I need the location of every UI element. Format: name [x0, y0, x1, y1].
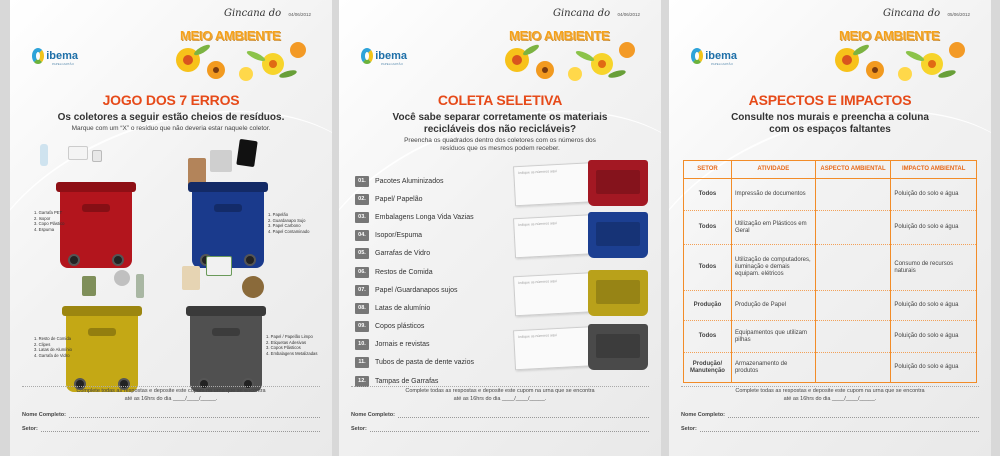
banner-big: MEIO AMBIENTE	[180, 28, 281, 43]
item-number: 11.	[355, 357, 369, 368]
list-item: 1. Garrafa PET	[34, 210, 63, 215]
list-item: 4. Papel Contaminado	[268, 229, 310, 235]
cell-atividade: Produção de Papel	[731, 291, 815, 321]
bin-handle	[214, 204, 242, 212]
cell-setor: Todos	[684, 321, 732, 353]
gray-bin	[588, 324, 648, 370]
banner-small: Gincana do	[224, 8, 282, 19]
red-bin	[60, 188, 132, 268]
cell-aspecto-input[interactable]	[815, 245, 891, 291]
cell-setor: Produção/ Manutenção	[684, 353, 732, 383]
list-item	[355, 281, 505, 299]
cell-atividade: Armazenamento de produtos	[731, 353, 815, 383]
table-row	[684, 245, 977, 291]
list-item: 3. Copo Plástico	[34, 221, 65, 227]
paper-note: Indique os números aqui	[518, 221, 557, 228]
page-title: COLETA SELETIVA	[437, 92, 563, 108]
sheet-aspectos-e-impactos	[669, 0, 991, 456]
page-title: ASPECTOS E IMPACTOS	[748, 92, 912, 108]
name-field[interactable]	[22, 412, 320, 418]
gincana-banner	[168, 2, 313, 82]
item-number: 07.	[355, 285, 369, 296]
wheel-icon	[244, 254, 256, 266]
bin-handle	[88, 328, 116, 336]
item-number: 02.	[355, 194, 369, 205]
logo-text: ibema	[375, 49, 407, 62]
ibema-logo	[32, 38, 78, 74]
page-subtitle: Você sabe separar corretamente os materiais recicláveis dos não recicláveis?	[392, 112, 608, 135]
can-icon	[114, 270, 130, 286]
labels-icon	[206, 256, 232, 276]
sector-label: Setor:	[22, 425, 38, 432]
item-label: Isopor/Espuma	[375, 232, 423, 240]
date: 04/06/2012	[617, 12, 640, 17]
bin-lid	[186, 306, 266, 316]
bin-lid	[62, 306, 142, 316]
waste-list	[355, 172, 505, 390]
cell-aspecto-input[interactable]	[815, 353, 891, 383]
cell-setor: Produção	[684, 291, 732, 321]
pet-bottle-icon	[40, 144, 48, 166]
table-row	[684, 291, 977, 321]
name-line[interactable]	[69, 413, 320, 418]
food-waste-icon	[82, 276, 96, 296]
blue-bin-items	[268, 212, 309, 235]
name-label: Nome Completo:	[22, 411, 66, 418]
gray-bin	[190, 312, 262, 392]
cell-aspecto-input[interactable]	[815, 291, 891, 321]
item-label: Jornais e revistas	[375, 341, 430, 349]
item-number: 06.	[355, 267, 369, 278]
yellow-bin	[588, 270, 648, 316]
item-label: Embalagens Longa Vida Vazias	[375, 213, 474, 221]
list-item	[355, 172, 505, 190]
instruction: Marque com um “X” o resíduo que não deveria estar naquele coletor.	[71, 125, 271, 132]
metallic-package-icon	[242, 276, 264, 298]
cell-impacto: Poluição do solo e água	[891, 211, 977, 245]
item-label: Garrafas de Vidro	[375, 250, 431, 258]
sheet-jogo-dos-7-erros	[10, 0, 332, 456]
list-item: 1. Resto de Comida	[34, 336, 72, 341]
list-item	[355, 208, 505, 226]
list-item: 3. Papel Carbono	[268, 223, 301, 229]
banner-big: MEIO AMBIENTE	[509, 28, 610, 43]
item-number: 10.	[355, 339, 369, 350]
plastic-cup-icon	[92, 150, 102, 162]
footer-text: Complete todas as respostas e deposite este cupom na urna que se encontra	[735, 388, 925, 394]
list-item: 2. Etiquetas Adesivas	[266, 339, 307, 345]
list-item: 2. Clipes	[34, 341, 51, 347]
footer-deadline: até as 16hrs do dia ____/____/_____.	[124, 396, 218, 403]
banner-big: MEIO AMBIENTE	[839, 28, 940, 43]
date: 05/06/2012	[947, 12, 970, 17]
yellow-bin	[66, 312, 138, 392]
sector-label: Setor:	[351, 425, 367, 432]
bin-answer-blue	[514, 212, 652, 260]
bin-handle	[82, 204, 110, 212]
sector-field[interactable]	[681, 426, 979, 432]
item-label: Copos plásticos	[375, 323, 425, 331]
cell-atividade: Equipamentos que utilizam pilhas	[731, 321, 815, 353]
item-number: 03.	[355, 212, 369, 223]
footer-deadline: até as 16hrs do dia ____/____/_____.	[783, 396, 877, 403]
logo-subtext: PAPELCARTÃO	[381, 62, 403, 66]
cell-aspecto-input[interactable]	[815, 179, 891, 211]
item-label: Papel/ Papelão	[375, 195, 423, 203]
item-number: 08.	[355, 303, 369, 314]
coupon-footer	[22, 382, 320, 432]
wheel-icon	[112, 254, 124, 266]
item-number: 01.	[355, 176, 369, 187]
list-item: 4. Embalagens Metalizadas	[266, 351, 318, 357]
table-row	[684, 321, 977, 353]
date: 04/06/2012	[288, 12, 311, 17]
bin-answer-gray	[514, 324, 652, 372]
napkin-icon	[210, 150, 232, 172]
cell-atividade: Impressão de documentos	[731, 179, 815, 211]
name-line[interactable]	[398, 413, 649, 418]
clean-paper-icon	[182, 266, 200, 290]
paper-note: Indique os números aqui	[518, 279, 557, 286]
coupon-footer	[351, 382, 649, 432]
item-number: 05.	[355, 248, 369, 259]
footer-deadline: até as 16hrs do dia ____/____/_____.	[453, 396, 547, 403]
cell-impacto: Poluição do solo e água	[891, 321, 977, 353]
logo-ring-icon	[32, 48, 44, 64]
list-item: 1. Papel / Papelão Limpo	[266, 334, 313, 339]
list-item	[355, 245, 505, 263]
yellow-bin-items	[34, 336, 72, 359]
cell-impacto: Poluição do solo e água	[891, 291, 977, 321]
ibema-logo	[691, 38, 737, 74]
cell-impacto: Consumo de recursos naturais	[891, 245, 977, 291]
name-label: Nome Completo:	[681, 411, 725, 418]
footer-text: Complete todas as respostas e deposite este cupom na urna que se encontra	[405, 388, 595, 394]
sector-field[interactable]	[22, 426, 320, 432]
name-line[interactable]	[728, 413, 979, 418]
cell-impacto: Poluição do solo e água	[891, 353, 977, 383]
glass-bottle-icon	[136, 274, 144, 298]
name-label: Nome Completo:	[351, 411, 395, 418]
cell-aspecto-input[interactable]	[815, 321, 891, 353]
ibema-logo	[361, 38, 407, 74]
list-item: 2. Guardanapo Sujo	[268, 217, 306, 223]
gray-bin-items	[266, 334, 317, 357]
blue-bin	[588, 212, 648, 258]
banner-small: Gincana do	[553, 8, 611, 19]
logo-text: ibema	[705, 49, 737, 62]
styrofoam-icon	[68, 146, 88, 160]
sector-label: Setor:	[681, 425, 697, 432]
header-atividade: ATIVIDADE	[731, 161, 815, 179]
list-item	[355, 190, 505, 208]
list-item: 4. Espuma	[34, 227, 55, 233]
logo-ring-icon	[361, 48, 373, 64]
table-row	[684, 353, 977, 383]
cell-setor: Todos	[684, 179, 732, 211]
page-subtitle: Consulte nos murais e preencha a coluna com os espaços faltantes	[731, 112, 929, 135]
wheel-icon	[68, 254, 80, 266]
table-row	[684, 179, 977, 211]
footer-text: Complete todas as respostas e deposite este cupom na urna que se encontra	[76, 388, 266, 394]
list-item: 4. Garrafa de Vidro	[34, 353, 70, 359]
sector-line[interactable]	[700, 427, 979, 432]
item-label: Restos de Comida	[375, 268, 433, 276]
list-item	[355, 318, 505, 336]
cell-setor: Todos	[684, 211, 732, 245]
gincana-banner	[497, 2, 642, 82]
list-item: 1. Papelão	[268, 212, 289, 217]
name-field[interactable]	[351, 412, 649, 418]
sheet-coleta-seletiva	[339, 0, 661, 456]
logo-subtext: PAPELCARTÃO	[52, 62, 74, 66]
paper-note: Indique os números aqui	[518, 169, 557, 176]
item-number: 04.	[355, 230, 369, 241]
logo-ring-icon	[691, 48, 703, 64]
cell-impacto: Poluição do solo e água	[891, 179, 977, 211]
instruction: Preencha os quadrados dentro dos coletores com os números dos resíduos que os mesmos podem receber.	[404, 137, 596, 152]
item-label: Pacotes Aluminizados	[375, 177, 444, 185]
cell-setor: Todos	[684, 245, 732, 291]
item-number: 09.	[355, 321, 369, 332]
paper-note: Indique os números aqui	[518, 333, 557, 340]
bin-answer-red	[514, 160, 652, 208]
cell-atividade: Utilização de computadores, iluminação e demais equipam. elétricos	[731, 245, 815, 291]
bin-lid	[56, 182, 136, 192]
list-item: 2. Isopor	[34, 215, 51, 221]
banner-small: Gincana do	[883, 8, 941, 19]
name-field[interactable]	[681, 412, 979, 418]
table-header-row	[684, 161, 977, 179]
item-label: Tubos de pasta de dente vazios	[375, 359, 474, 367]
item-label: Papel /Guardanapos sujos	[375, 286, 458, 294]
sector-field[interactable]	[351, 426, 649, 432]
logo-text: ibema	[46, 49, 78, 62]
header-impacto: IMPACTO AMBIENTAL	[891, 161, 977, 179]
red-bin	[588, 160, 648, 206]
list-item: 3. Copos Plásticos	[266, 345, 301, 351]
header-setor: SETOR	[684, 161, 732, 179]
item-number: 12.	[355, 376, 369, 387]
cell-atividade: Utilização em Plásticos em Geral	[731, 211, 815, 245]
table-row	[684, 211, 977, 245]
gincana-banner	[827, 2, 972, 82]
header-aspecto: ASPECTO AMBIENTAL	[815, 161, 891, 179]
sector-line[interactable]	[41, 427, 320, 432]
page-title: JOGO DOS 7 ERROS	[102, 92, 240, 108]
bin-lid	[188, 182, 268, 192]
logo-subtext: PAPELCARTÃO	[711, 62, 733, 66]
list-item	[355, 354, 505, 372]
list-item	[355, 227, 505, 245]
cell-aspecto-input[interactable]	[815, 211, 891, 245]
list-item: 3. Latas de Alumínio	[34, 347, 72, 353]
carbon-paper-icon	[236, 139, 257, 167]
list-item	[355, 299, 505, 317]
item-label: Latas de alumínio	[375, 304, 431, 312]
page-subtitle: Os coletores a seguir estão cheios de resíduos.	[57, 112, 285, 123]
aspects-table	[683, 160, 977, 383]
red-bin-items	[34, 210, 65, 233]
bin-answer-yellow	[514, 270, 652, 318]
list-item	[355, 263, 505, 281]
list-item	[355, 336, 505, 354]
item-label: Tampas de Garrafas	[375, 377, 439, 385]
coupon-footer	[681, 382, 979, 432]
bin-handle	[212, 328, 240, 336]
sector-line[interactable]	[370, 427, 649, 432]
